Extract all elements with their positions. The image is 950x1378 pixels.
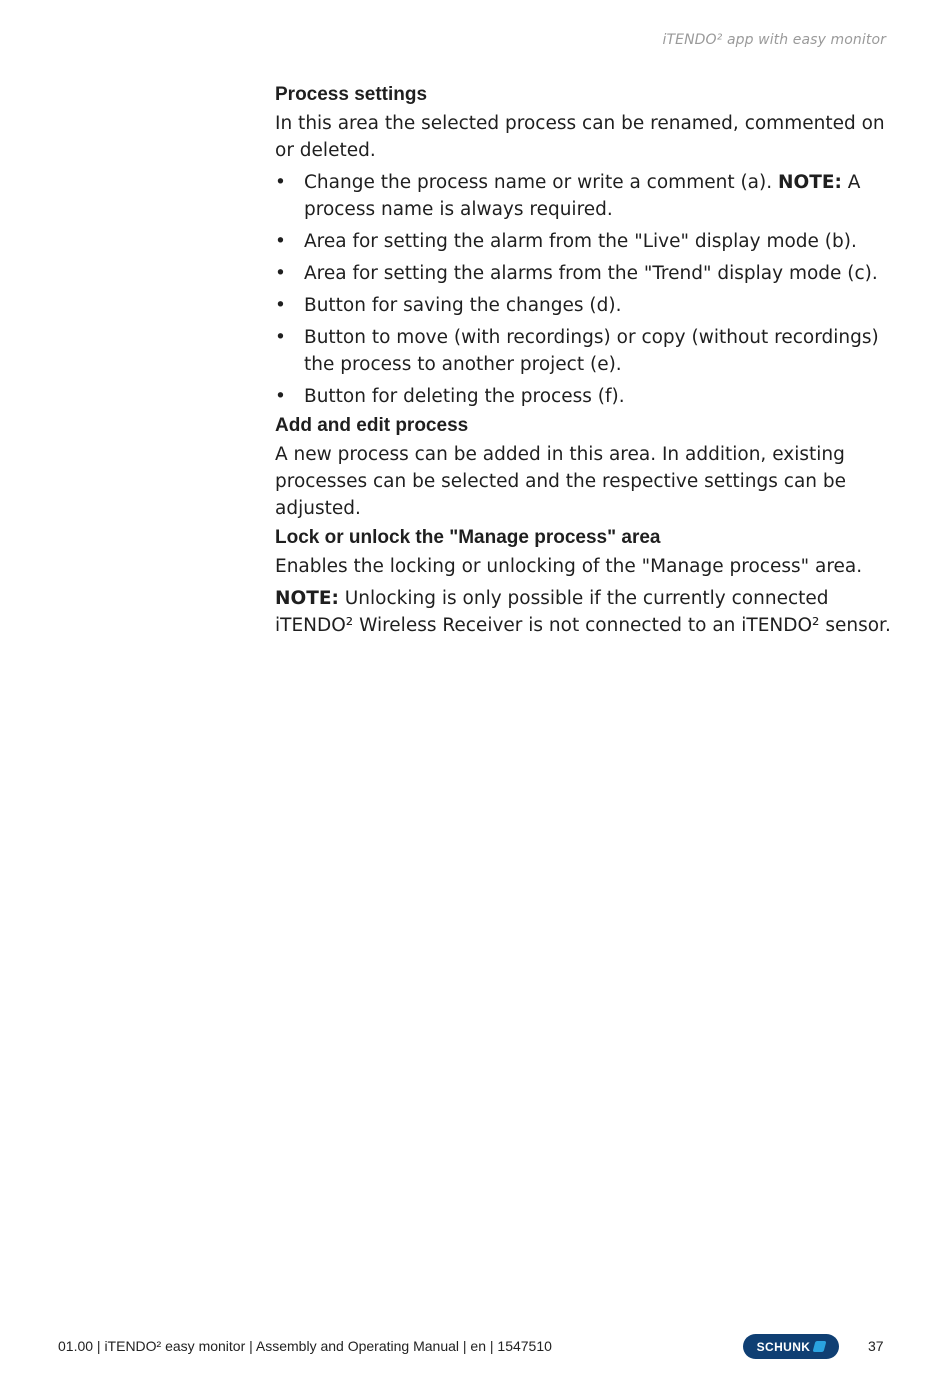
- logo-mark-icon: [813, 1341, 827, 1352]
- list-item-text: Area for setting the alarms from the "Trend" display mode (c).: [304, 263, 878, 284]
- note-text: Unlocking is only possible if the currently connected iTENDO² Wireless Receiver is not connected to an iTENDO² sensor.: [275, 588, 891, 636]
- note-label: NOTE:: [778, 172, 842, 193]
- bullet-icon: •: [275, 295, 286, 316]
- list-item: [275, 324, 895, 378]
- list-item: [275, 169, 895, 223]
- running-header: iTENDO² app with easy monitor: [662, 32, 886, 48]
- bullet-icon: •: [275, 386, 286, 407]
- note-label: NOTE:: [275, 588, 339, 609]
- schunk-logo: [743, 1334, 839, 1359]
- list-item-text: Button for deleting the process (f).: [304, 386, 625, 407]
- process-settings-section: [275, 84, 895, 410]
- note-text: A process name is always required.: [304, 172, 861, 220]
- lock-unlock-note: [275, 585, 895, 639]
- list-item: [275, 383, 895, 410]
- footer-document-info: 01.00 | iTENDO² easy monitor | Assembly and Operating Manual | en | 1547510: [58, 1338, 552, 1354]
- add-edit-body: A new process can be added in this area. In addition, existing processes can be selected and the respective settings can be adjusted.: [275, 444, 847, 519]
- page-number: 37: [868, 1338, 884, 1354]
- add-edit-section: [275, 415, 895, 522]
- bullet-icon: •: [275, 231, 286, 252]
- list-item-text: Button to move (with recordings) or copy (without recordings) the process to another project (e).: [304, 327, 879, 375]
- logo-text: SCHUNK: [756, 1339, 811, 1354]
- list-item-text: Button for saving the changes (d).: [304, 295, 622, 316]
- process-settings-intro: In this area the selected process can be renamed, commented on or deleted.: [275, 113, 885, 161]
- lock-unlock-section: [275, 527, 895, 639]
- lock-unlock-heading: Lock or unlock the "Manage process" area: [275, 527, 661, 548]
- process-settings-list: [275, 169, 895, 410]
- list-item-text: Change the process name or write a comment (a).: [304, 172, 773, 193]
- list-item-text: Area for setting the alarm from the "Live" display mode (b).: [304, 231, 857, 252]
- main-content: [275, 84, 895, 644]
- add-edit-heading: Add and edit process: [275, 415, 469, 436]
- process-settings-heading: Process settings: [275, 84, 428, 105]
- bullet-icon: •: [275, 327, 286, 348]
- bullet-icon: •: [275, 172, 286, 193]
- bullet-icon: •: [275, 263, 286, 284]
- lock-unlock-body: Enables the locking or unlocking of the "Manage process" area.: [275, 556, 863, 577]
- list-item: [275, 260, 895, 287]
- list-item: [275, 292, 895, 319]
- list-item: [275, 228, 895, 255]
